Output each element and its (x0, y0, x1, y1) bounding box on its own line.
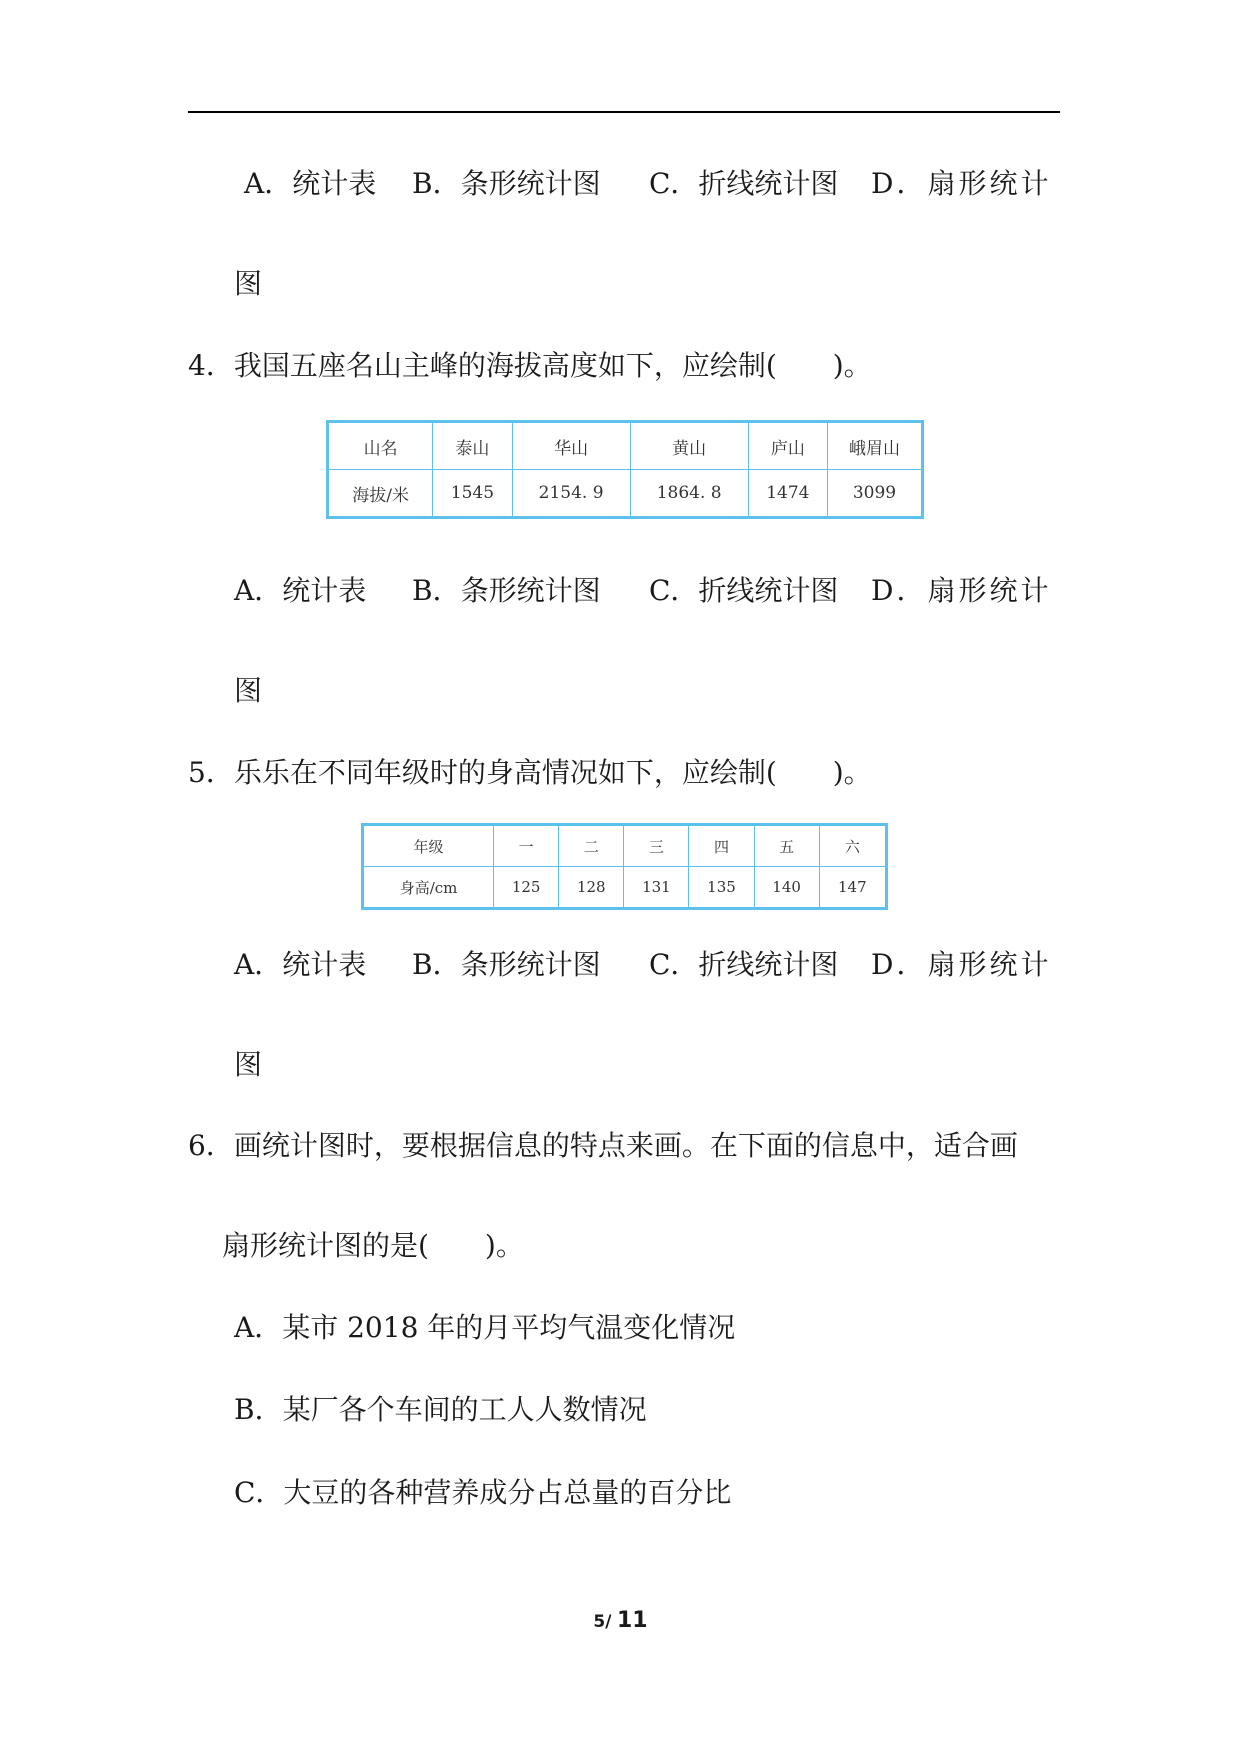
table-cell: 125 (494, 867, 559, 909)
q5-stem: 5．乐乐在不同年级时的身高情况如下，应绘制( )。 (188, 756, 872, 789)
q6-stem-line-1: 6．画统计图时，要根据信息的特点来画。在下面的信息中，适合画 (188, 1129, 1018, 1162)
q3-option-c: C．折线统计图 (649, 167, 839, 200)
q5-option-d-wrap: 图 (234, 1048, 263, 1081)
table-cell: 峨眉山 (827, 422, 922, 470)
header-rule (188, 111, 1060, 113)
q5-height-table (361, 823, 888, 910)
table-cell: 3099 (827, 470, 922, 518)
page-number (0, 1608, 1241, 1633)
q3-option-d: D．扇形统计 (871, 167, 1052, 200)
q4-option-c: C．折线统计图 (649, 574, 839, 607)
table-cell: 华山 (512, 422, 630, 470)
table-cell: 年级 (363, 825, 494, 867)
table-cell: 1864. 8 (630, 470, 748, 518)
table-cell: 四 (689, 825, 754, 867)
page-total: 11 (617, 1608, 648, 1633)
q5-option-c: C．折线统计图 (649, 948, 839, 981)
q6-option-b: B．某厂各个车间的工人人数情况 (234, 1393, 647, 1426)
q5-option-d: D．扇形统计 (871, 948, 1052, 981)
table-cell: 二 (559, 825, 624, 867)
table-cell: 一 (494, 825, 559, 867)
table-cell: 131 (624, 867, 689, 909)
table-cell: 140 (754, 867, 819, 909)
table-header-row (363, 825, 887, 867)
table-cell: 2154. 9 (512, 470, 630, 518)
table-cell: 128 (559, 867, 624, 909)
q5-option-b: B．条形统计图 (412, 948, 601, 981)
table-header-row (328, 422, 923, 470)
table-cell: 135 (689, 867, 754, 909)
table-cell: 五 (754, 825, 819, 867)
table-cell: 黄山 (630, 422, 748, 470)
table-cell: 147 (819, 867, 886, 909)
table-cell: 1545 (433, 470, 512, 518)
table-cell: 泰山 (433, 422, 512, 470)
table-cell: 三 (624, 825, 689, 867)
table-cell: 庐山 (748, 422, 827, 470)
table-cell: 山名 (328, 422, 433, 470)
q6-option-a: A．某市 2018 年的月平均气温变化情况 (234, 1311, 736, 1344)
table-row (363, 867, 887, 909)
q6-stem-line-2: 扇形统计图的是( )。 (222, 1229, 524, 1262)
page-current: 5/ (593, 1612, 612, 1632)
q5-option-a: A．统计表 (234, 948, 367, 981)
table-row (328, 470, 923, 518)
q3-option-b: B．条形统计图 (412, 167, 601, 200)
q4-option-d: D．扇形统计 (871, 574, 1052, 607)
q6-option-c: C．大豆的各种营养成分占总量的百分比 (234, 1476, 732, 1509)
q3-option-a: A．统计表 (244, 167, 377, 200)
q4-mountain-table (326, 420, 924, 519)
q4-stem: 4．我国五座名山主峰的海拔高度如下，应绘制( )。 (188, 349, 872, 382)
table-cell: 身高/cm (363, 867, 494, 909)
table-cell: 六 (819, 825, 886, 867)
q4-option-b: B．条形统计图 (412, 574, 601, 607)
q3-option-d-wrap: 图 (234, 267, 263, 300)
q4-option-a: A．统计表 (234, 574, 367, 607)
table-cell: 海拔/米 (328, 470, 433, 518)
table-cell: 1474 (748, 470, 827, 518)
q4-option-d-wrap: 图 (234, 674, 263, 707)
